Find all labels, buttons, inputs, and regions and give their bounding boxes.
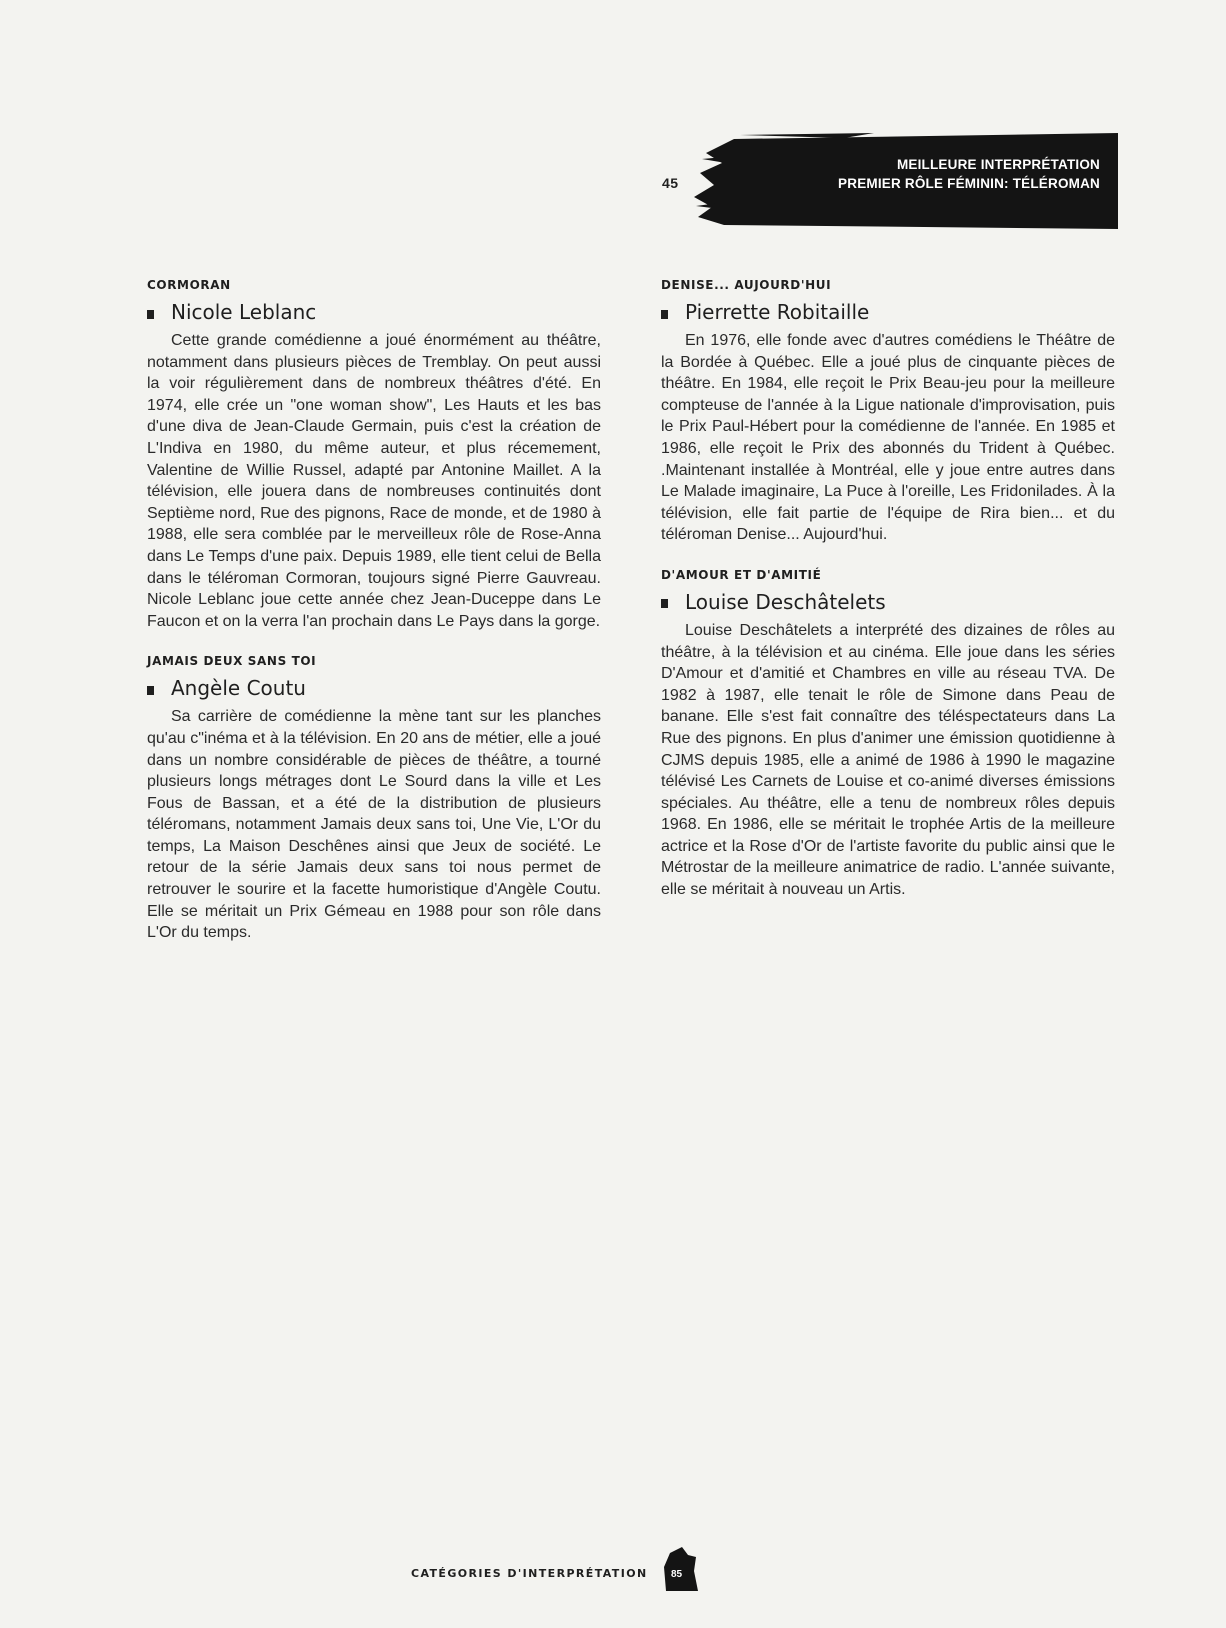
actor-name-text: Louise Deschâtelets <box>685 589 886 614</box>
chapter-number: 45 <box>662 175 679 191</box>
actor-biography: En 1976, elle fonde avec d'autres comédiens le Théâtre de la Bordée à Québec. Elle a joué plus de cinquante pièces de théâtre. En 1984, elle reçoit le Prix Beau-jeu pour la meilleure compteuse de l'année à la Ligue nationale d'improvisation, puis le Prix Paul-Hébert pour la comédienne de l'année. En 1985 et 1986, elle reçoit le Prix des abonnés du Trident à Québec. .Maintenant installée à Montréal, elle y joue entre autres dans Le Malade imaginaire, La Puce à l'oreille, Les Fridonilades. À la télévision, elle fait partie de l'équipe de Rira bien... et du téléroman Denise... Aujourd'hui. <box>661 332 1115 544</box>
nominee-section <box>147 278 601 632</box>
actor-name-text: Pierrette Robitaille <box>685 300 870 324</box>
show-title: JAMAIS DEUX SANS TOI <box>147 654 317 669</box>
award-title-line-1: MEILLEURE INTERPRÉTATION <box>896 157 1100 172</box>
show-title: DENISE... AUJOURD'HUI <box>661 278 832 292</box>
show-title: CORMORAN <box>147 278 231 292</box>
actor-biography: Louise Deschâtelets a interprété des dizaines de rôles au théâtre, à la télévision et au cinéma. Elle joue dans les séries D'Amour et d'amitié et Chambres en ville au réseau TVA. De 1982 à 1987, elle tenait le rôle de Simone dans Peau de banane. Elle s'est fait connaître des téléspectateurs dans La Rue des pignons. En plus d'animer une émission quotidienne à CJMS depuis 1985, elle a animé de 1986 à 1990 le magazine télévisé Les Carnets de Louise et co-animé diverses émissions spéciales. Au théâtre, elle a tenu de nombreux rôles depuis 1968. En 1986, elle se méritait le trophée Artis de la meilleure actrice et la Rose d'Or de l'artiste favorite du public ainsi que le Métrostar de la meilleure animatrice de radio. L'année suivante, elle se méritait à nouveau un Artis. <box>661 621 1115 899</box>
actor-name <box>147 300 601 324</box>
actor-name <box>661 590 1115 614</box>
square-bullet-icon <box>661 599 668 608</box>
nominee-section <box>661 568 1115 901</box>
nominee-section <box>661 278 1115 546</box>
show-title: D'AMOUR ET D'AMITIÉ <box>661 567 822 582</box>
actor-name <box>661 300 1115 324</box>
actor-biography: Cette grande comédienne a joué énormément au théâtre, notamment dans plusieurs pièces de Tremblay. On peut aussi la voir régulièrement dans de nombreux théâtres d'été. En 1974, elle crée un "one woman show", Les Hauts et les bas d'une diva de Jean-Claude Germain, puis c'est la création de L'Indiva en 1980, du même auteur, et plus récemement, Valentine de Willie Russel, adapté par Antonine Maillet. A la télévision, elle jouera dans de nombreuses continuités dont Septième nord, Rue des pignons, Race de monde, et de 1980 à 1988, elle sera comblée par le merveilleux rôle de Rose-Anna dans Le Temps d'une paix. Depuis 1989, elle tient celui de Bella dans le téléroman Cormoran, toujours signé Pierre Gauvreau. Nicole Leblanc joue cette année chez Jean-Duceppe dans Le Faucon et on la verra l'an prochain dans Le Pays dans la gorge. <box>147 332 601 630</box>
page-number: 85 <box>671 1569 683 1580</box>
award-title-line-2: PREMIER RÔLE FÉMININ: TÉLÉROMAN <box>838 176 1100 191</box>
footer-section-label: CATÉGORIES D'INTERPRÉTATION <box>411 1567 648 1580</box>
square-bullet-icon <box>661 310 668 319</box>
square-bullet-icon <box>147 686 154 695</box>
award-category-title <box>838 155 1100 193</box>
left-column <box>147 278 601 966</box>
right-column <box>661 278 1115 923</box>
actor-name-text: Angèle Coutu <box>171 676 306 701</box>
header-brush-band <box>694 133 1118 235</box>
actor-name <box>147 676 601 700</box>
actor-name-text: Nicole Leblanc <box>171 300 317 324</box>
square-bullet-icon <box>147 310 154 319</box>
actor-biography: Sa carrière de comédienne la mène tant sur les planches qu'au c"inéma et à la télévision. En 20 ans de métier, elle a joué dans un nombre considérable de pièces de théâtre, a tourné plusieurs longs métrages dont Le Sourd dans la ville et Les Fous de Bassan, et a été de la distribution de plusieurs téléromans, notamment Jamais deux sans toi, Une Vie, L'Or du temps, La Maison Deschênes ainsi que Jeux de société. Le retour de la série Jamais deux sans toi nous permet de retrouver le sourire et la facette humoristique d'Angèle Coutu. Elle se méritait un Prix Gémeau en 1988 pour son rôle dans L'Or du temps. <box>147 708 601 942</box>
nominee-section <box>147 654 601 944</box>
